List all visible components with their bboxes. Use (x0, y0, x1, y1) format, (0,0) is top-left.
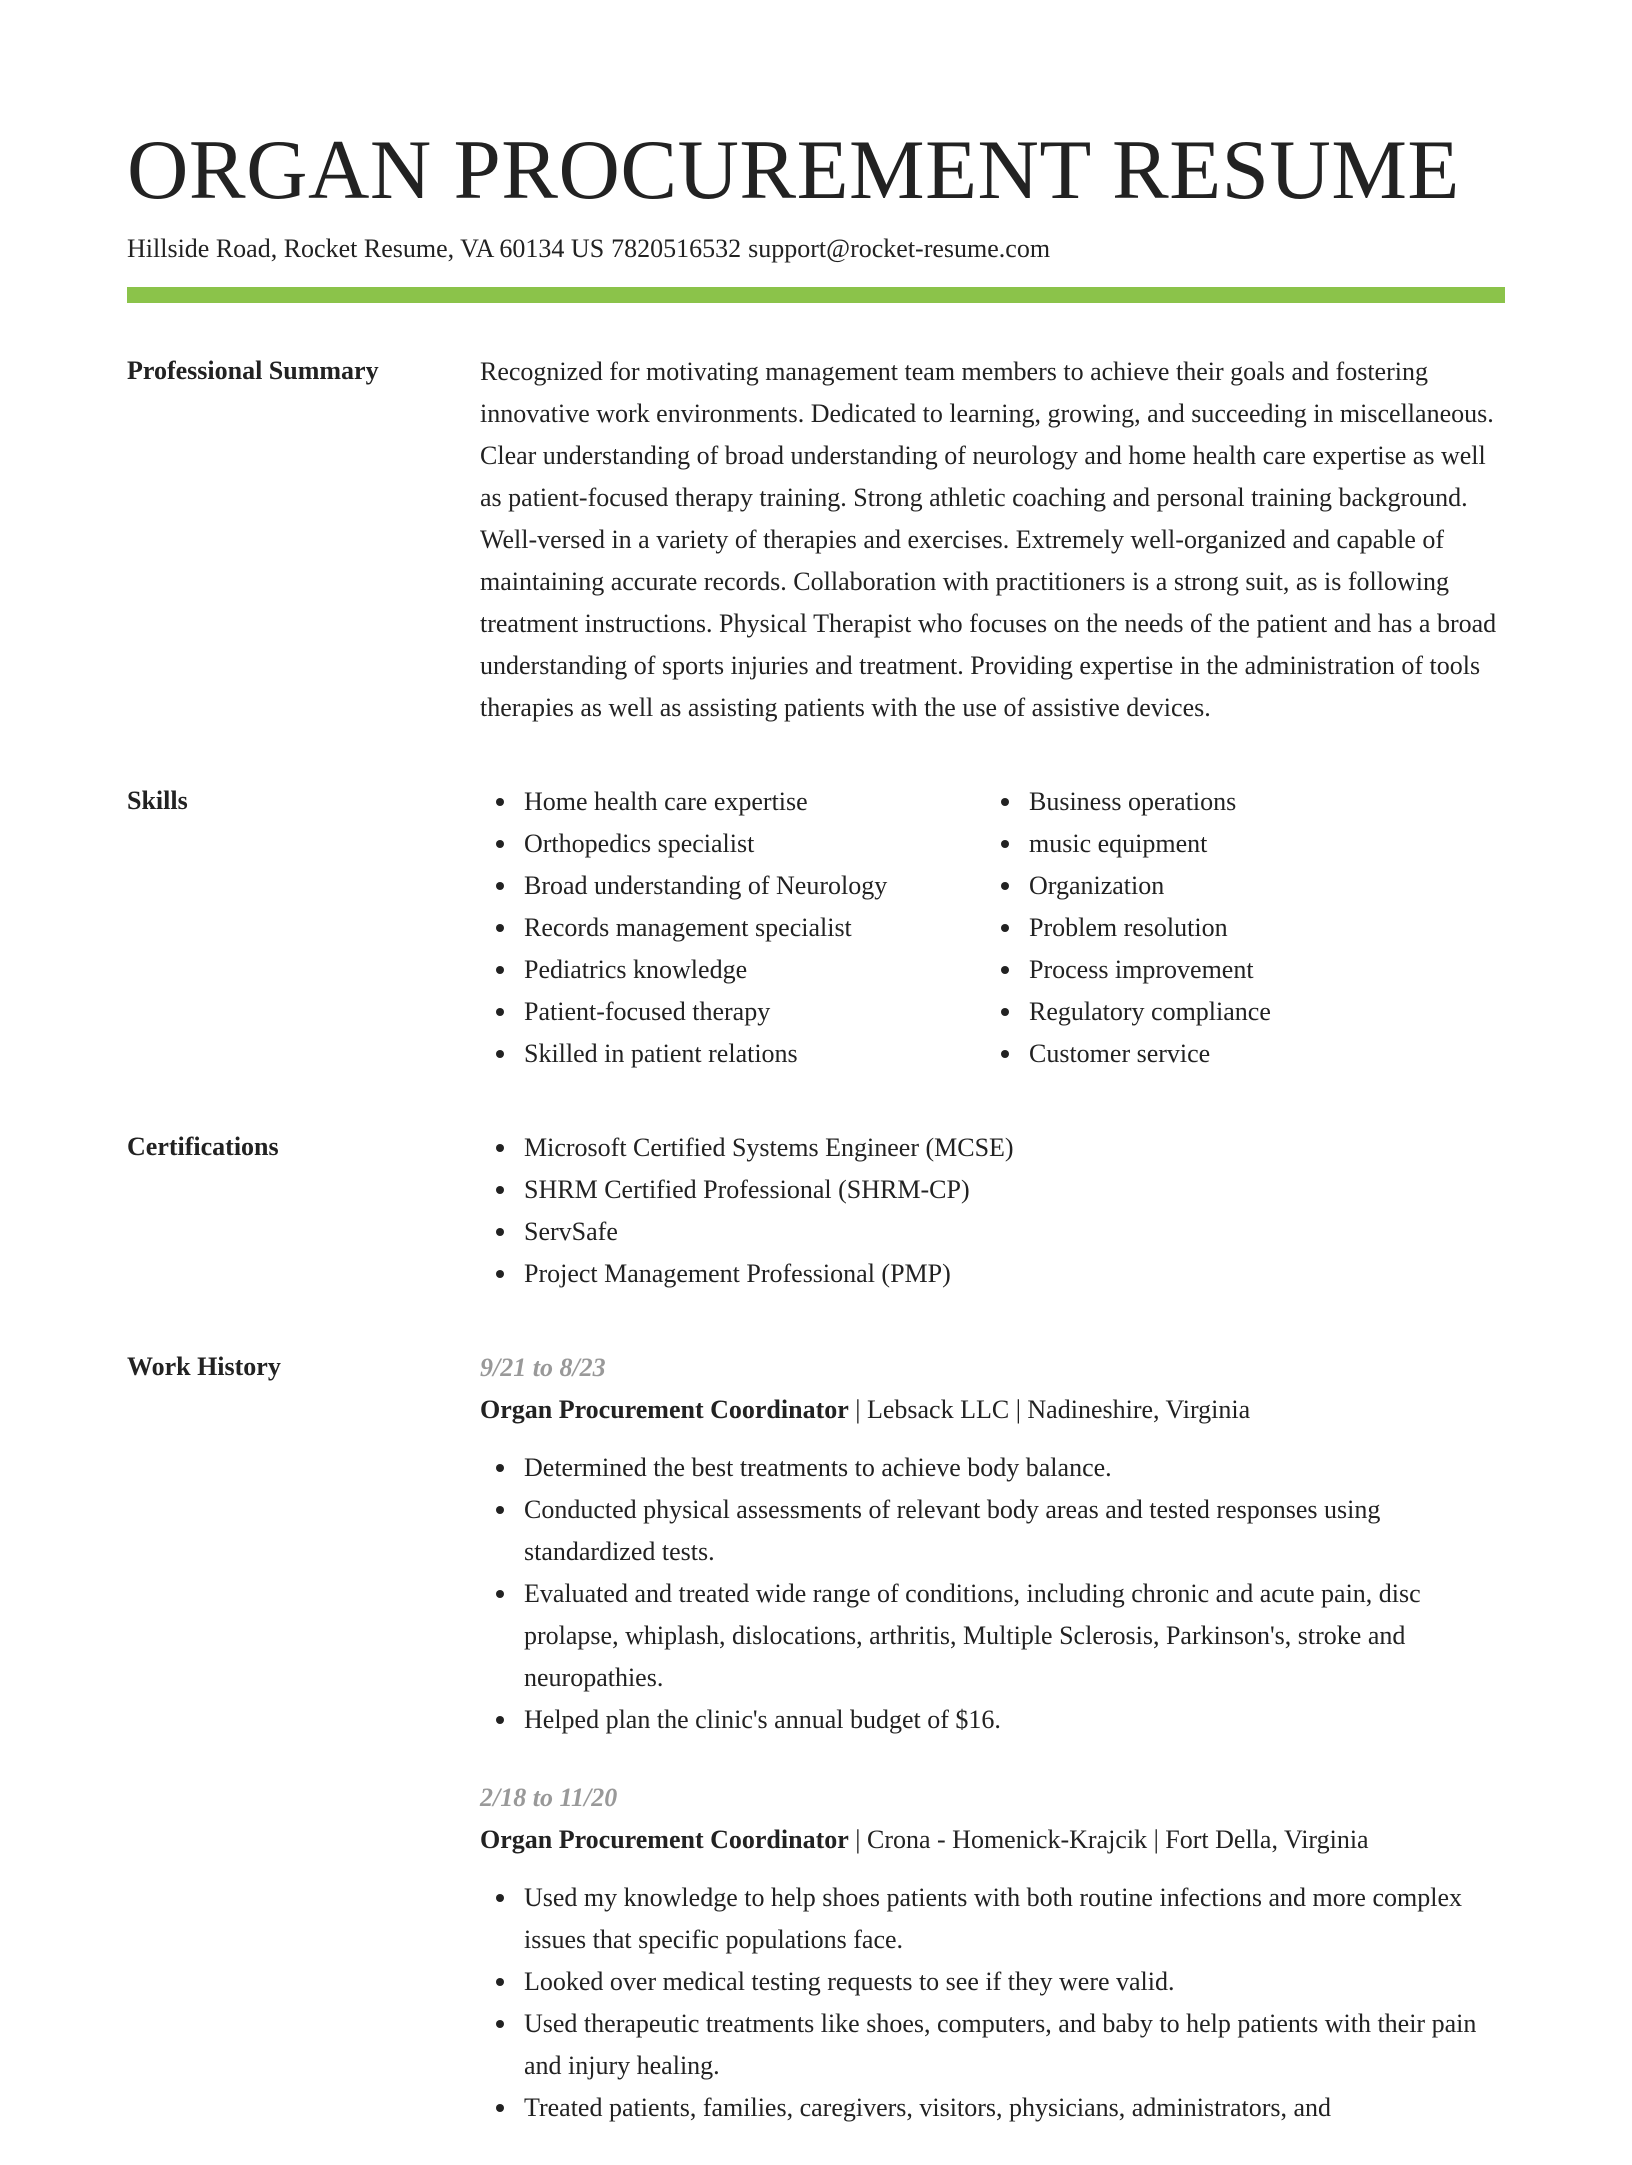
skill-item: Records management specialist (480, 907, 985, 949)
section-label-skills: Skills (127, 786, 188, 815)
job-heading (480, 1389, 1505, 1431)
section-label-certifications: Certifications (127, 1132, 279, 1161)
job-employer: | Crona - Homenick-Krajcik | Fort Della, Virginia (855, 1825, 1369, 1854)
skill-item: Customer service (985, 1033, 1271, 1075)
resume-title: ORGAN PROCUREMENT RESUME (127, 123, 1460, 217)
certification-item: Project Management Professional (PMP) (480, 1253, 1505, 1295)
contact-email: support@rocket-resume.com (748, 234, 1051, 263)
job-bullet: Helped plan the clinic's annual budget of $16. (480, 1699, 1505, 1741)
job-entry (480, 1347, 1505, 1741)
summary-body (480, 351, 1505, 729)
skill-item: Process improvement (985, 949, 1271, 991)
contact-line (127, 232, 1505, 266)
skills-section (127, 781, 1505, 1075)
certifications-section (127, 1127, 1505, 1295)
resume-page (127, 120, 1505, 2165)
skill-item: Pediatrics knowledge (480, 949, 985, 991)
certification-item: SHRM Certified Professional (SHRM-CP) (480, 1169, 1505, 1211)
job-bullets (480, 1877, 1505, 2129)
job-bullets (480, 1447, 1505, 1741)
job-heading (480, 1819, 1505, 1861)
header-divider (127, 287, 1505, 303)
summary-text: Recognized for motivating management team members to achieve their goals and fostering innovative work environments. Dedicated to learning, growing, and succeeding in miscellaneous. Clear understanding of broad understanding of neurology and home health care expertise as well as patient-focused therapy training. Strong athletic coaching and personal training background. Well-versed in a variety of therapies and exercises. Extremely well-organized and capable of maintaining accurate records. Collaboration with practitioners is a strong suit, as is following treatment instructions. Physical Therapist who focuses on the needs of the patient and has a broad understanding of sports injuries and treatment. Providing expertise in the administration of tools therapies as well as assisting patients with the use of assistive devices. (480, 357, 1497, 722)
job-dates: 9/21 to 8/23 (480, 1353, 606, 1382)
job-dates: 2/18 to 11/20 (480, 1783, 618, 1812)
job-bullet: Evaluated and treated wide range of conditions, including chronic and acute pain, disc prolapse, whiplash, dislocations, arthritis, Multiple Sclerosis, Parkinson's, stroke and neuropathies. (480, 1573, 1505, 1699)
certification-item: ServSafe (480, 1211, 1505, 1253)
certifications-body (480, 1127, 1505, 1295)
work-history-body (480, 1347, 1505, 2165)
job-title: Organ Procurement Coordinator (480, 1825, 849, 1854)
skill-item: Skilled in patient relations (480, 1033, 985, 1075)
skills-columns (480, 781, 1505, 1075)
skills-list-left (480, 781, 985, 1075)
skill-item: Broad understanding of Neurology (480, 865, 985, 907)
certification-item: Microsoft Certified Systems Engineer (MCSE) (480, 1127, 1505, 1169)
job-title: Organ Procurement Coordinator (480, 1395, 849, 1424)
contact-address: Hillside Road, Rocket Resume, VA 60134 US (127, 234, 605, 263)
skill-item: Problem resolution (985, 907, 1271, 949)
job-entry (480, 1777, 1505, 2129)
skills-body (480, 781, 1505, 1075)
job-bullet: Used my knowledge to help shoes patients with both routine infections and more complex issues that specific populations face. (480, 1877, 1505, 1961)
section-label-work-history: Work History (127, 1352, 281, 1381)
skill-item: Business operations (985, 781, 1271, 823)
summary-section (127, 351, 1505, 729)
job-bullet: Looked over medical testing requests to see if they were valid. (480, 1961, 1505, 2003)
skill-item: Patient-focused therapy (480, 991, 985, 1033)
job-bullet: Conducted physical assessments of relevant body areas and tested responses using standardized tests. (480, 1489, 1505, 1573)
job-bullet: Determined the best treatments to achieve body balance. (480, 1447, 1505, 1489)
work-history-section (127, 1347, 1505, 2165)
skill-item: music equipment (985, 823, 1271, 865)
certifications-list (480, 1127, 1505, 1295)
skill-item: Orthopedics specialist (480, 823, 985, 865)
section-label-summary: Professional Summary (127, 356, 379, 385)
job-employer: | Lebsack LLC | Nadineshire, Virginia (855, 1395, 1251, 1424)
skill-item: Regulatory compliance (985, 991, 1271, 1033)
skill-item: Home health care expertise (480, 781, 985, 823)
job-bullet: Treated patients, families, caregivers, visitors, physicians, administrators, and (480, 2087, 1505, 2129)
skill-item: Organization (985, 865, 1271, 907)
contact-phone: 7820516532 (611, 234, 742, 263)
skills-list-right (985, 781, 1271, 1075)
job-bullet: Used therapeutic treatments like shoes, computers, and baby to help patients with their pain and injury healing. (480, 2003, 1505, 2087)
